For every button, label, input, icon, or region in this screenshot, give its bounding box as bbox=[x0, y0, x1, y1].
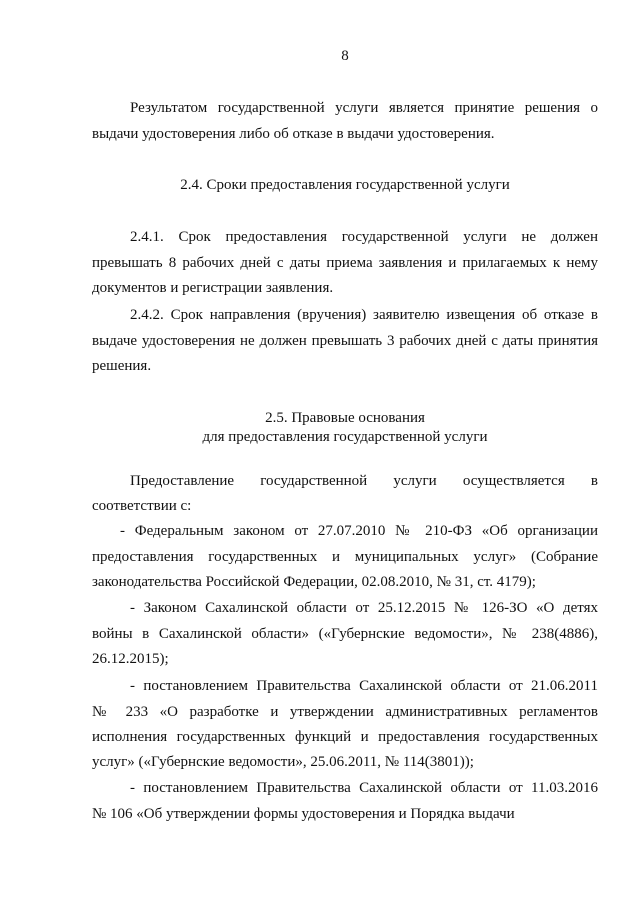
text-line: услуг» («Губернские ведомости», 25.06.2011, № 114(3801)); bbox=[92, 754, 474, 770]
text-line: - Федеральным законом от 27.07.2010 № 210-ФЗ «Об организации bbox=[120, 523, 598, 539]
text-line: войны в Сахалинской области» («Губернские ведомости», № 238(4886), bbox=[92, 626, 598, 642]
text-line: 2.4.1. Срок предоставления государственной услуги не должен bbox=[130, 229, 598, 245]
text-line: - постановлением Правительства Сахалинской области от 11.03.2016 bbox=[130, 780, 598, 796]
text-line: предоставления государственных и муниципальных услуг» (Собрание bbox=[92, 549, 598, 565]
text-line: выдаче удостоверения не должен превышать 3 рабочих дней с даты принятия bbox=[92, 333, 598, 349]
text-line: 26.12.2015); bbox=[92, 651, 169, 667]
text-line: исполнения государственных функций и предоставления государственных bbox=[92, 729, 598, 745]
text-line: превышать 8 рабочих дней с даты приема заявления и прилагаемых к нему bbox=[92, 255, 598, 271]
text-line: - Законом Сахалинской области от 25.12.2015 № 126-ЗО «О детях bbox=[130, 600, 598, 616]
text-line: решения. bbox=[92, 358, 152, 374]
text-line: 2.4.2. Срок направления (вручения) заявителю извещения об отказе в bbox=[130, 307, 598, 323]
section-2-4-heading: 2.4. Сроки предоставления государственной услуги bbox=[180, 177, 510, 193]
text-line: Результатом государственной услуги является принятие решения о bbox=[130, 100, 598, 116]
text-line: законодательства Российской Федерации, 02.08.2010, № 31, ст. 4179); bbox=[92, 574, 536, 590]
text-line: соответствии с: bbox=[92, 498, 192, 514]
text-line: выдачи удостоверения либо об отказе в выдачи удостоверения. bbox=[92, 126, 495, 142]
text-line: Предоставление государственной услуги осуществляется в bbox=[130, 473, 598, 489]
heading-line: 2.5. Правовые основания bbox=[265, 410, 425, 426]
text-line: документов и регистрации заявления. bbox=[92, 280, 334, 296]
text-line: № 233 «О разработке и утверждении административных регламентов bbox=[92, 704, 598, 720]
page-number: 8 bbox=[341, 48, 349, 64]
text-line: - постановлением Правительства Сахалинской области от 21.06.2011 bbox=[130, 678, 598, 694]
heading-line: для предоставления государственной услуги bbox=[202, 429, 488, 445]
text-line: № 106 «Об утверждении формы удостоверения и Порядка выдачи bbox=[92, 806, 515, 822]
